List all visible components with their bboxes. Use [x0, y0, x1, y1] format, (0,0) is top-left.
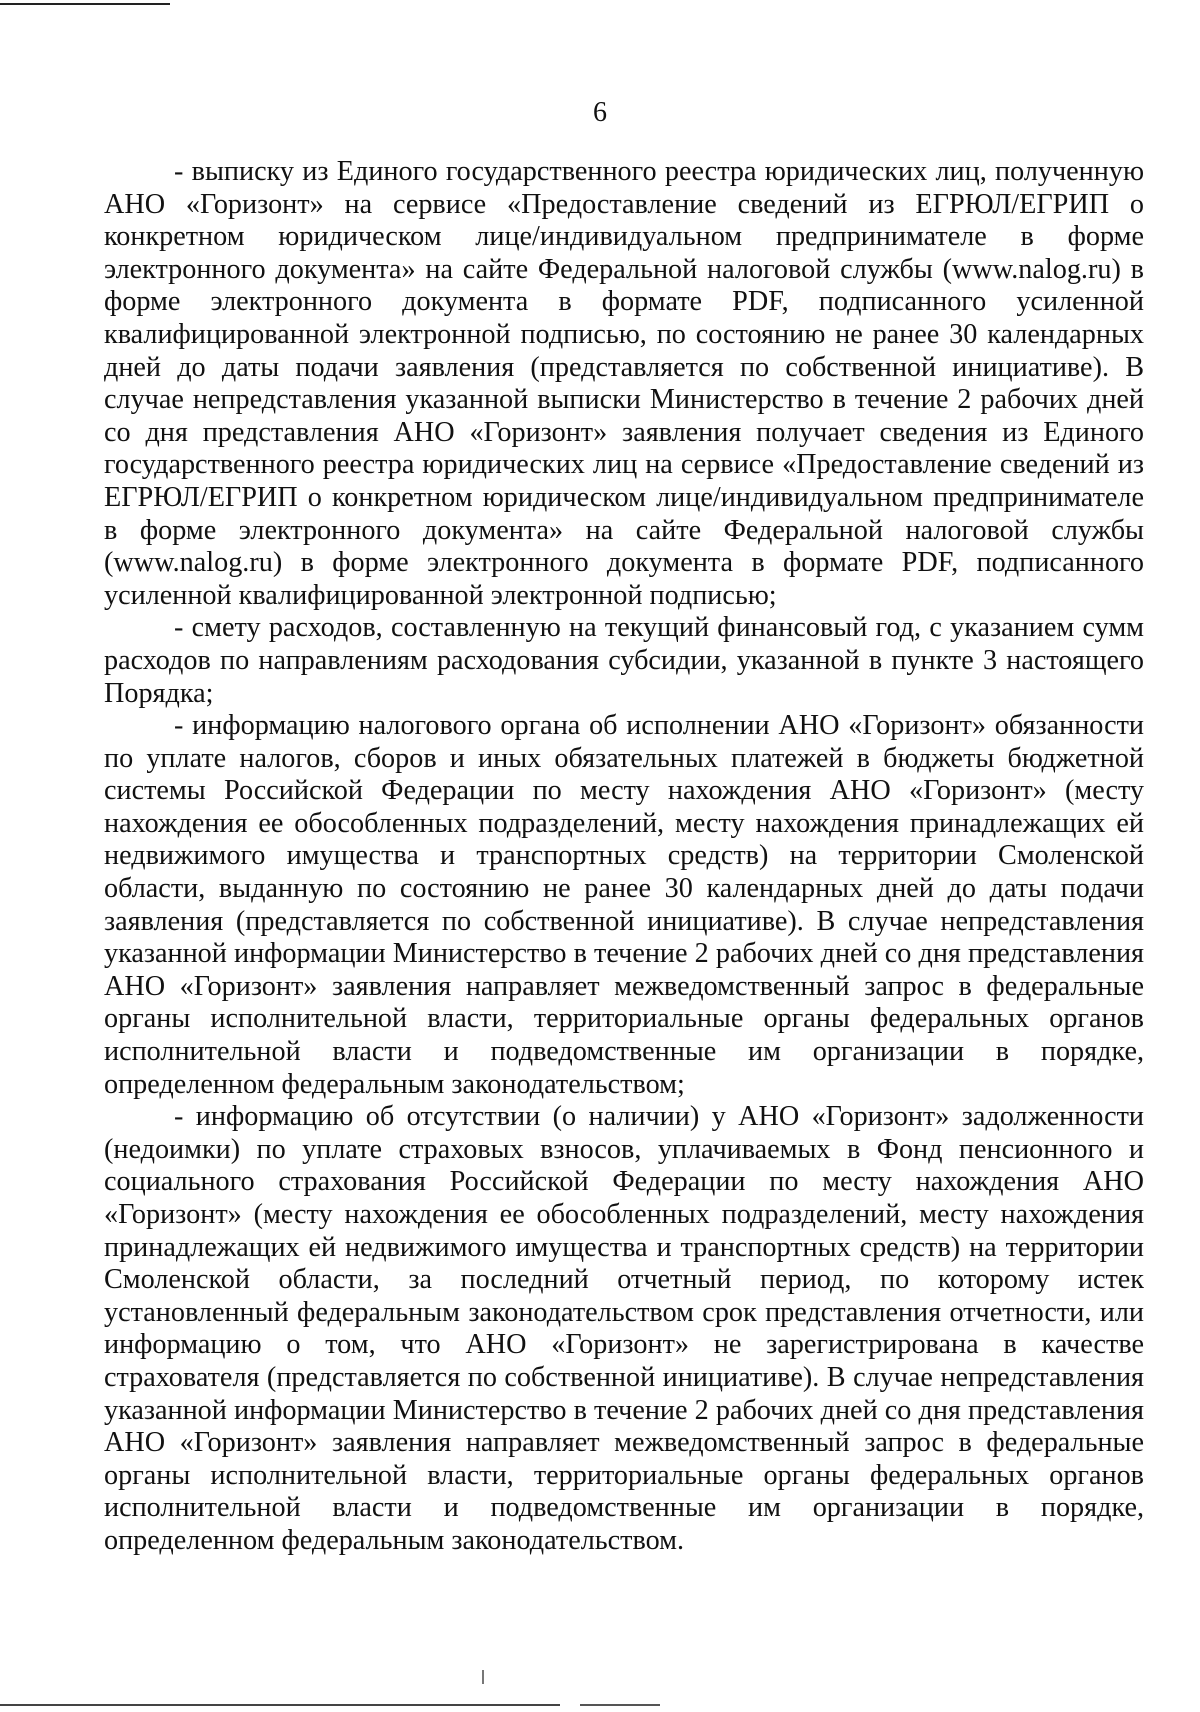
paragraph-cost-estimate: - смету расходов, составленную на текущий финансовый год, с указанием сумм расходов по направлениям расходования субсидии, указанной в пункте 3 настоящего Порядка;: [104, 612, 1144, 709]
paragraph-egrul-extract: - выписку из Единого государственного реестра юридических лиц, полученную АНО «Горизонт» на сервисе «Предоставление сведений из ЕГРЮЛ/ЕГРИП о конкретном юридическом лице/индивидуальном предпринимателе в форме электронного документа» на сайте Федеральной налоговой службы (www.nalog.ru) в форме электронного документа в формате PDF, подписанного усиленной квалифицированной электронной подписью, по состоянию не ранее 30 календарных дней до даты подачи заявления (представляется по собственной инициативе). В случае непредставления указанной выписки Министерство в течение 2 рабочих дней со дня представления АНО «Горизонт» заявления получает сведения из Единого государственного реестра юридических лиц на сервисе «Предоставление сведений из ЕГРЮЛ/ЕГРИП о конкретном юридическом лице/индивидуальном предпринимателе в форме электронного документа» на сайте Федеральной налоговой службы (www.nalog.ru) в форме электронного документа в формате PDF, подписанного усиленной квалифицированной электронной подписью;: [104, 156, 1144, 611]
scan-artifact-top-line: [0, 3, 170, 5]
paragraph-insurance-info: - информацию об отсутствии (о наличии) у АНО «Горизонт» задолженности (недоимки) по уплате страховых взносов, уплачиваемых в Фонд пенсионного и социального страхования Российской Федерации по месту нахождения АНО «Горизонт» (месту нахождения ее обособленных подразделений, месту нахождения принадлежащих ей недвижимого имущества и транспортных средств) на территории Смоленской области, за последний отчетный период, по которому истек установленный федеральным законодательством срок представления отчетности, или информацию о том, что АНО «Горизонт» не зарегистрирована в качестве страхователя (представляется по собственной инициативе). В случае непредставления указанной информации Министерство в течение 2 рабочих дней со дня представления АНО «Горизонт» заявления направляет межведомственный запрос в федеральные органы исполнительной власти, территориальные органы федеральных органов исполнительной власти и подведомственные им организации в порядке, определенном федеральным законодательством.: [104, 1101, 1144, 1556]
page-number: 6: [593, 97, 607, 128]
paragraph-tax-info: - информацию налогового органа об исполнении АНО «Горизонт» обязанности по уплате налогов, сборов и иных обязательных платежей в бюджеты бюджетной системы Российской Федерации по месту нахождения АНО «Горизонт» (месту нахождения ее обособленных подразделений, месту нахождения принадлежащих ей недвижимого имущества и транспортных средств) на территории Смоленской области, выданную по состоянию не ранее 30 календарных дней до даты подачи заявления (представляется по собственной инициативе). В случае непредставления указанной информации Министерство в течение 2 рабочих дней со дня представления АНО «Горизонт» заявления направляет межведомственный запрос в федеральные органы исполнительной власти, территориальные органы федеральных органов исполнительной власти и подведомственные им организации в порядке, определенном федеральным законодательством;: [104, 710, 1144, 1100]
scan-artifact-mark: [482, 1670, 484, 1684]
scan-artifact-bottom-line: [0, 1704, 1200, 1706]
document-body: [104, 156, 1144, 1558]
